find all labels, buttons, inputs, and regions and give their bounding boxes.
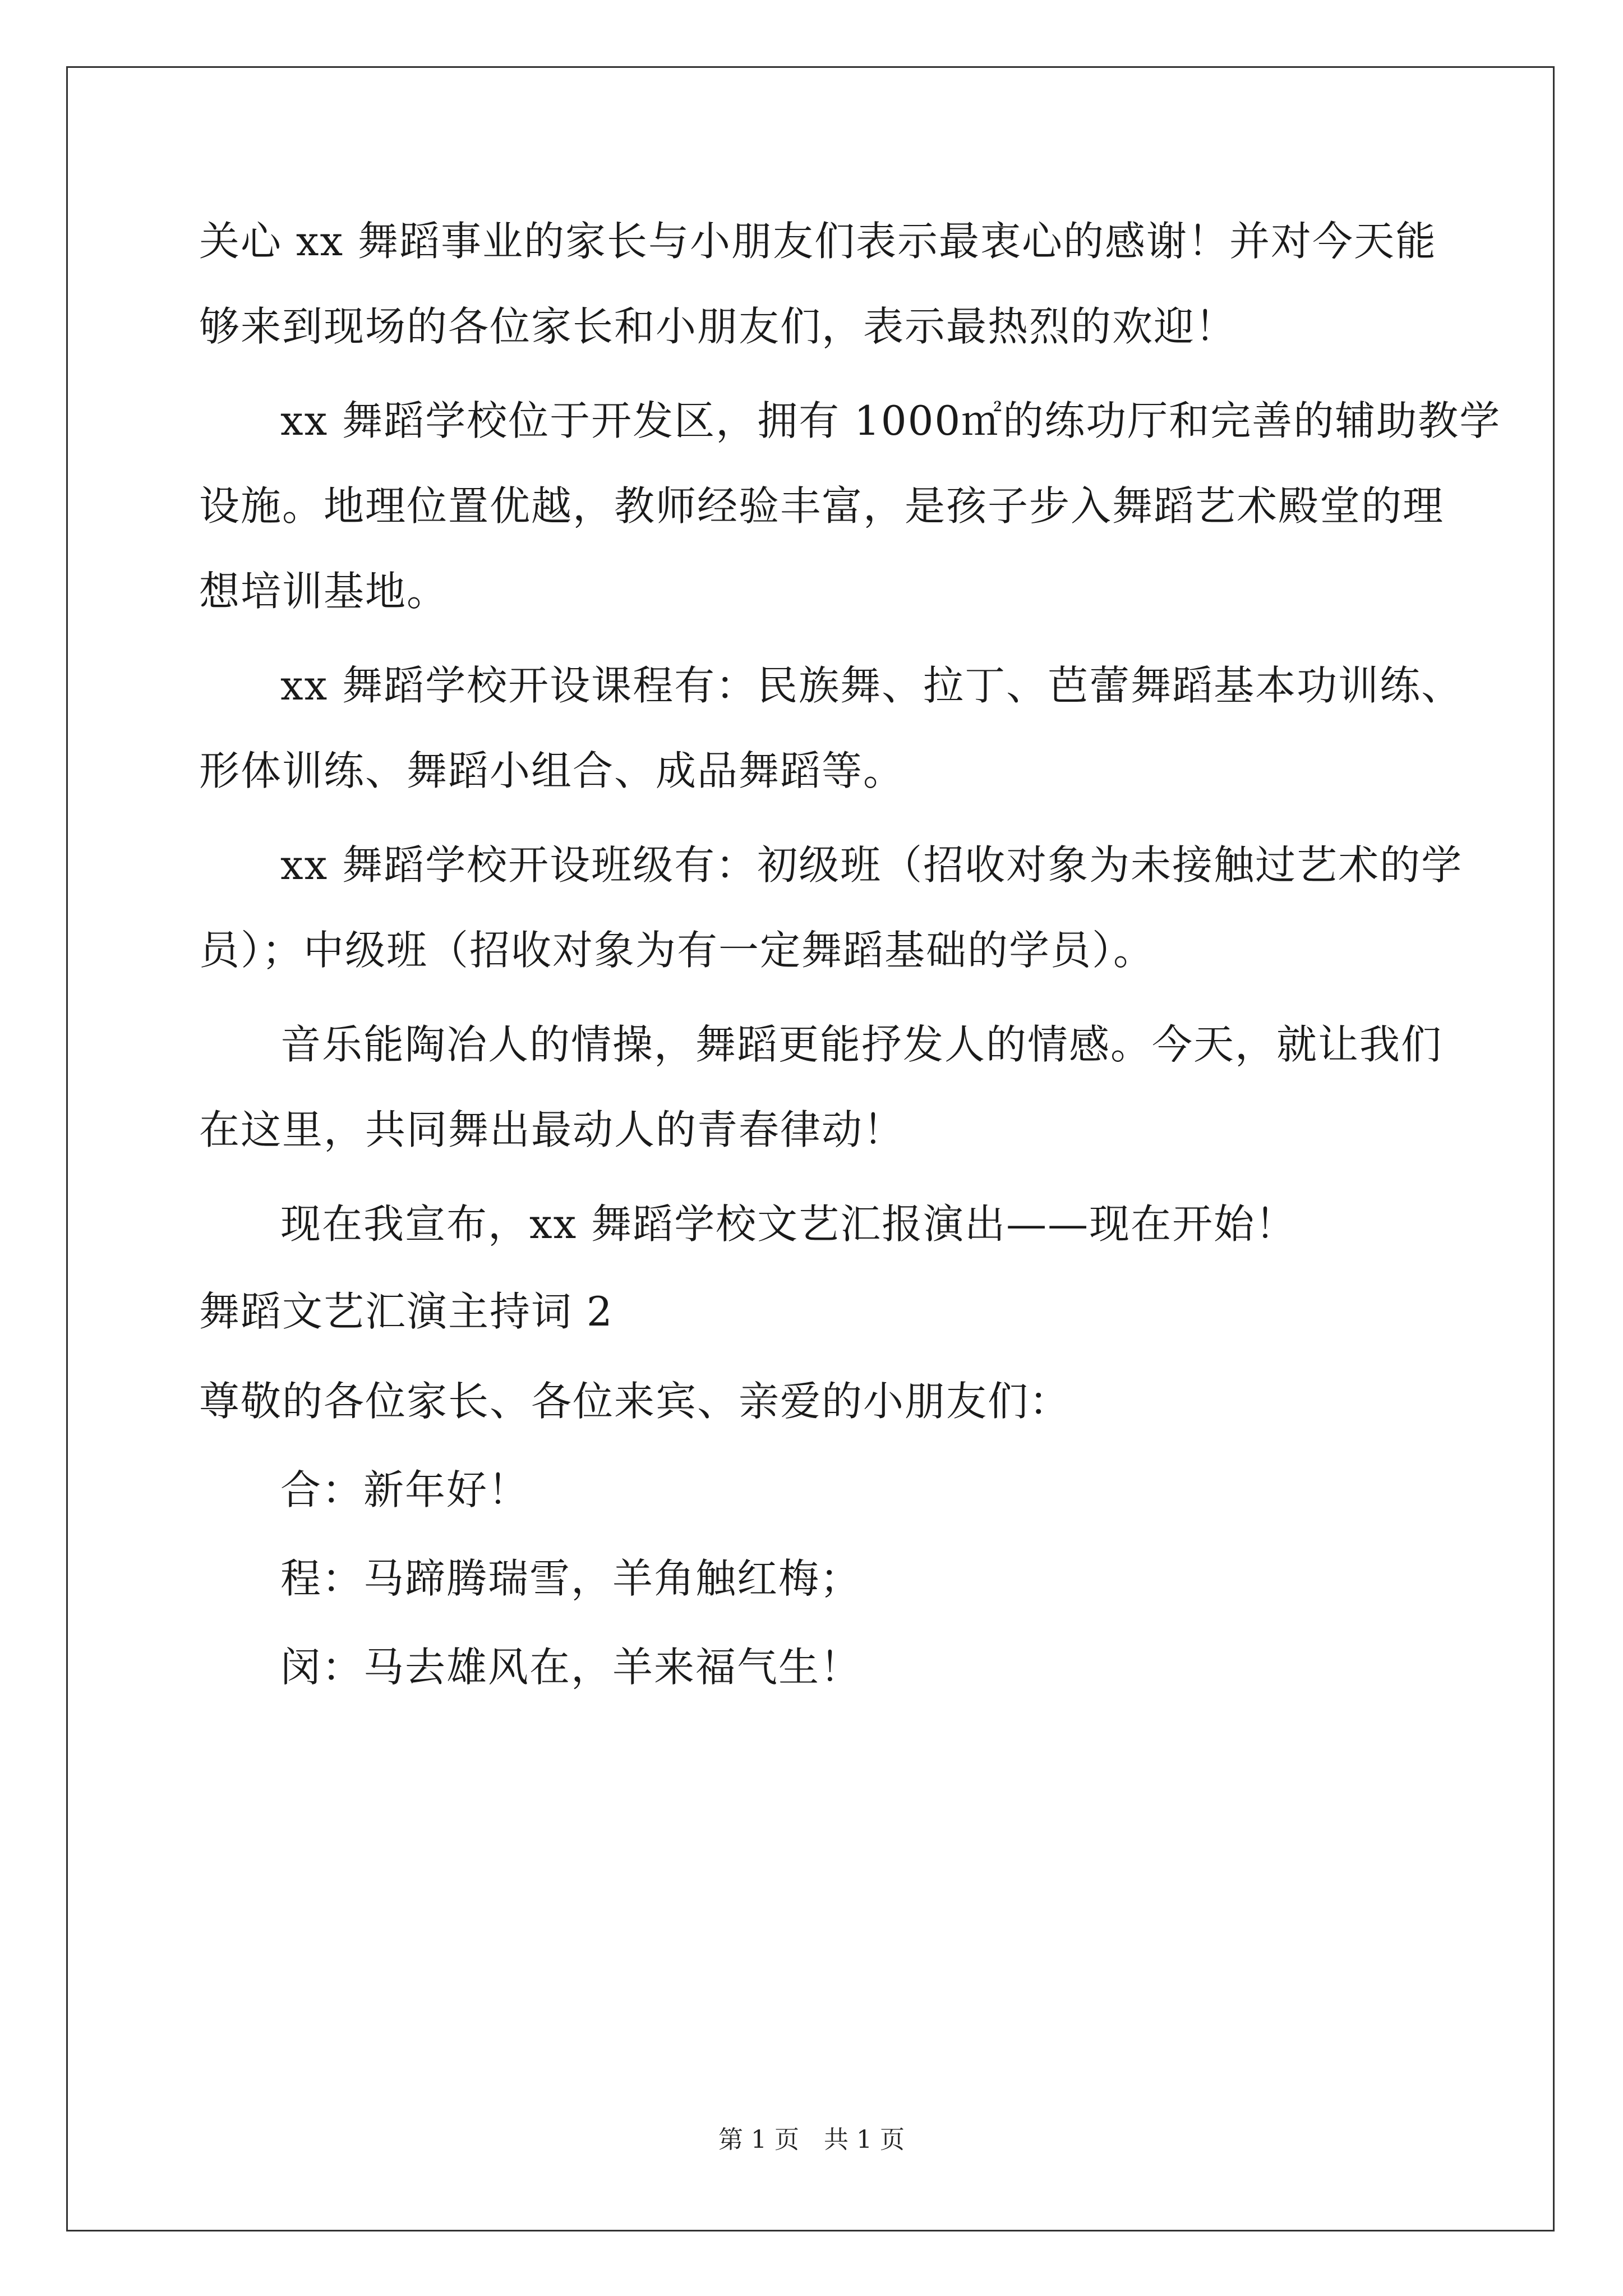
text-line: 在这里，共同舞出最动人的青春律动！ <box>199 1106 905 1153</box>
text-line: 合：新年好！ <box>280 1466 530 1513</box>
text-line: 现在我宣布，xx 舞蹈学校文艺汇报演出——现在开始！ <box>280 1200 1297 1248</box>
text-line: 员）；中级班（招收对象为有一定舞蹈基础的学员）。 <box>199 927 1155 974</box>
text-line: 尊敬的各位家长、各位来宾、亲爱的小朋友们： <box>199 1378 1071 1425</box>
section-heading: 舞蹈文艺汇演主持词 2 <box>199 1288 614 1335</box>
text-line: 想培训基地。 <box>199 568 449 615</box>
text-line: 音乐能陶冶人的情操，舞蹈更能抒发人的情感。今天，就让我们 <box>280 1021 1443 1068</box>
text-line: 形体训练、舞蹈小组合、成品舞蹈等。 <box>199 747 905 794</box>
text-line: xx 舞蹈学校位于开发区，拥有 1000㎡的练功厅和完善的辅助教学 <box>280 397 1501 444</box>
text-line: 程：马蹄腾瑞雪，羊角触红梅； <box>280 1555 862 1602</box>
text-line: 设施。地理位置优越，教师经验丰富，是孩子步入舞蹈艺术殿堂的理 <box>199 482 1445 530</box>
page-footer: 第 1 页 共 1 页 <box>718 2125 905 2154</box>
text-line: 关心 xx 舞蹈事业的家长与小朋友们表示最衷心的感谢！并对今天能 <box>199 218 1437 265</box>
text-line: xx 舞蹈学校开设班级有：初级班（招收对象为未接触过艺术的学 <box>280 841 1463 889</box>
text-line: xx 舞蹈学校开设课程有：民族舞、拉丁、芭蕾舞蹈基本功训练、 <box>280 662 1463 709</box>
text-line: 够来到现场的各位家长和小朋友们，表示最热烈的欢迎！ <box>199 303 1237 350</box>
text-line: 闵：马去雄风在，羊来福气生！ <box>280 1644 862 1691</box>
